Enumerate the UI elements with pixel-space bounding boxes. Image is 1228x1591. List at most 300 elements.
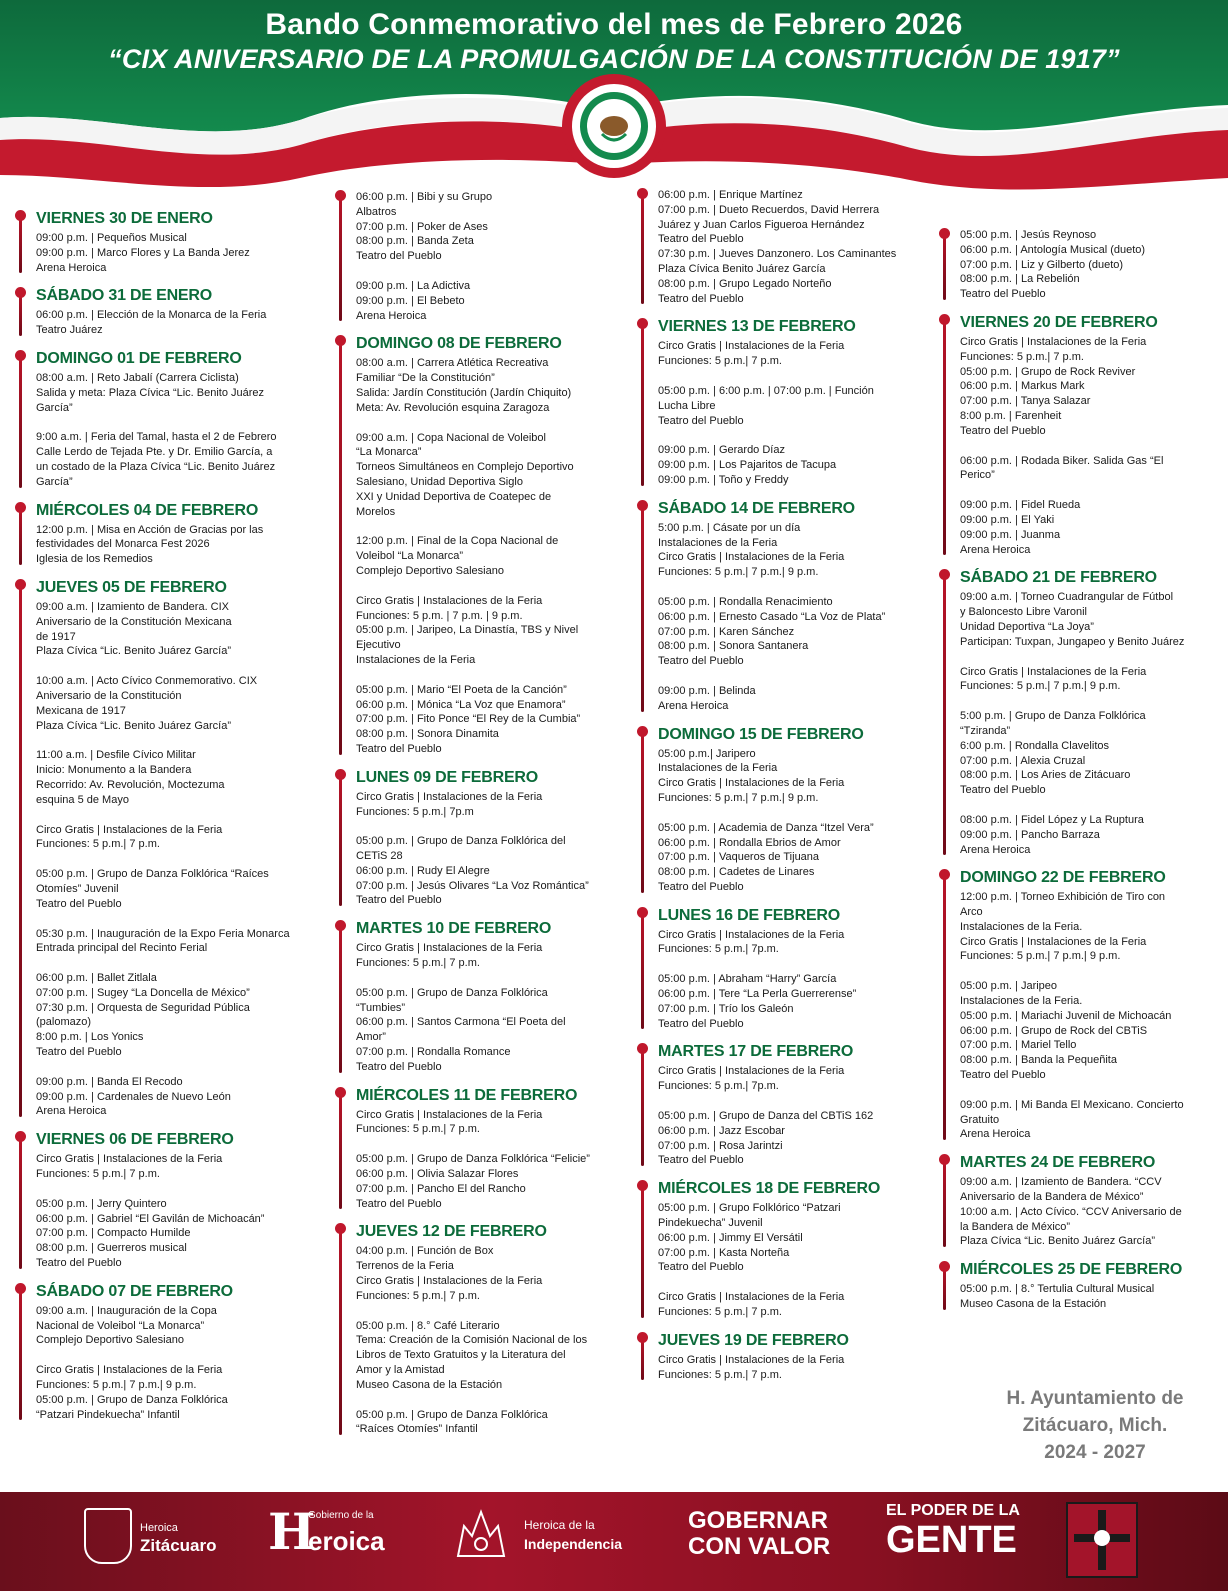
event-line: Tema: Creación de la Comisión Nacional de los xyxy=(356,1334,588,1347)
event-line: Instalaciones de la Feria xyxy=(658,762,778,775)
event-line: 10:00 a.m. | Acto Cívico Conmemorativo. CIX xyxy=(36,675,258,688)
spacer xyxy=(658,806,936,821)
day-heading: MIÉRCOLES 18 DE FEBRERO xyxy=(658,1180,881,1198)
event-line: Teatro del Pueblo xyxy=(36,1046,122,1059)
event-line: CETiS 28 xyxy=(356,850,403,863)
event-line: 09:00 p.m. | Toño y Freddy xyxy=(658,473,789,486)
mexico-coat-of-arms-rosette-icon xyxy=(562,74,666,178)
event-line: Libros de Texto Gratuitos y la Literatura del xyxy=(356,1349,566,1362)
event-line: Ejecutivo xyxy=(356,639,401,652)
event-line: García” xyxy=(36,475,73,488)
event-line: 05:00 p.m. | Grupo de Danza Folklórica “Raíces xyxy=(36,868,269,881)
event-line: 07:00 p.m. | Trío los Galeón xyxy=(658,1002,794,1015)
event-line: Funciones: 5 p.m.| 7p.m. xyxy=(658,1080,779,1093)
event-line: 09:00 p.m. | El Yaki xyxy=(960,513,1055,526)
event-line: 09:00 p.m. | Los Pajaritos de Tacupa xyxy=(658,459,837,472)
event-line: 6:00 p.m. | Rondalla Clavelitos xyxy=(960,739,1109,752)
event-line: Pindekuecha” Juvenil xyxy=(658,1217,763,1230)
event-line: Circo Gratis | Instalaciones de la Feria xyxy=(356,1275,543,1288)
event-line: Salesiano, Unidad Deportiva Siglo xyxy=(356,475,523,488)
spacer xyxy=(356,264,632,279)
event-line: Funciones: 5 p.m.| 7 p.m. xyxy=(658,1306,782,1319)
day-section xyxy=(334,1087,632,1212)
event-line: 09:00 p.m. | Juanma xyxy=(960,528,1061,541)
event-line: 05:00 p.m. | 6:00 p.m. | 07:00 p.m. | Función xyxy=(658,384,874,397)
event-line: 07:00 p.m. | Pancho El del Rancho xyxy=(356,1182,526,1195)
event-line: 08:00 p.m. | Cadetes de Linares xyxy=(658,866,815,879)
event-line: Instalaciones de la Feria xyxy=(658,536,778,549)
event-line: 08:00 p.m. | Los Aries de Zitácuaro xyxy=(960,769,1131,782)
spacer xyxy=(36,733,324,748)
event-line: 05:00 p.m. | Grupo Folklórico “Patzari xyxy=(658,1202,841,1215)
event-line: 09:00 a.m. | Copa Nacional de Voleibol xyxy=(356,431,546,444)
event-line: 05:30 p.m. | Inauguración de la Expo Feria Monarca xyxy=(36,927,290,940)
event-line: 06:00 p.m. | Grupo de Rock del CBTiS xyxy=(960,1024,1148,1037)
event-line: 06:00 p.m. | Olivia Salazar Flores xyxy=(356,1168,519,1181)
schedule-column-4 xyxy=(938,228,1223,1324)
event-line: Arena Heroica xyxy=(658,699,729,712)
zitacuaro-shield-icon xyxy=(84,1508,132,1564)
event-line: Funciones: 5 p.m.| 7 p.m.| 9 p.m. xyxy=(658,566,819,579)
event-line: 06:00 p.m. | Markus Mark xyxy=(960,380,1085,393)
event-line: 07:00 p.m. | Liz y Gilberto (dueto) xyxy=(960,258,1124,271)
event-line: Circo Gratis | Instalaciones de la Feria xyxy=(36,1364,223,1377)
page-title: Bando Conmemorativo del mes de Febrero 2026 xyxy=(265,8,963,41)
page-subtitle: “CIX ANIVERSARIO DE LA PROMULGACIÓN DE LA CONSTITUCIÓN DE 1917” xyxy=(108,44,1120,74)
event-line: 08:00 a.m. | Reto Jabalí (Carrera Ciclista) xyxy=(36,371,239,384)
day-heading: SÁBADO 07 DE FEBRERO xyxy=(36,1282,233,1300)
event-line: 08:00 p.m. | La Rebelión xyxy=(960,273,1080,286)
event-line: 5:00 p.m. | Cásate por un día xyxy=(658,521,801,534)
event-line: Perico” xyxy=(960,469,995,482)
event-line: 05:00 p.m. | Abraham “Harry” García xyxy=(658,973,837,986)
event-line: 06:00 p.m. | Bibi y su Grupo xyxy=(356,191,493,203)
day-heading: SÁBADO 21 DE FEBRERO xyxy=(960,569,1157,587)
event-line: 8:00 p.m. | Farenheit xyxy=(960,409,1062,422)
event-line: 05:00 p.m. | Rondalla Renacimiento xyxy=(658,595,833,608)
day-section xyxy=(938,569,1223,857)
event-line: Teatro del Pueblo xyxy=(356,1060,442,1073)
event-line: Teatro del Pueblo xyxy=(356,250,442,263)
event-line: Teatro del Pueblo xyxy=(658,233,744,246)
event-line: 07:00 p.m. | Jesús Olivares “La Voz Romántica” xyxy=(356,879,589,892)
schedule-column-2 xyxy=(334,190,632,1449)
event-line: 07:00 p.m. | Compacto Humilde xyxy=(36,1227,191,1240)
event-line: 06:00 p.m. | Ernesto Casado “La Voz de Plata” xyxy=(658,610,886,623)
spacer xyxy=(36,912,324,927)
event-line: Museo Casona de la Estación xyxy=(356,1378,503,1391)
day-section xyxy=(938,1154,1223,1249)
event-line: Funciones: 5 p.m.| 7 p.m.| 9 p.m. xyxy=(960,950,1121,963)
event-line: 06:00 p.m. | Gabriel “El Gavilán de Michoacán” xyxy=(36,1212,265,1225)
day-section xyxy=(334,920,632,1074)
event-line: 05:00 p.m. | Jaripeo, La Dinastía, TBS y Nivel xyxy=(356,624,579,637)
event-line: Teatro del Pueblo xyxy=(960,424,1046,437)
event-line: Voleibol “La Monarca” xyxy=(356,550,464,563)
event-line: Circo Gratis | Instalaciones de la Feria xyxy=(356,1108,543,1121)
event-line: Arco xyxy=(960,906,983,919)
day-section xyxy=(14,1131,324,1271)
event-line: “Patzari Pindekuecha” Infantil xyxy=(36,1408,180,1421)
event-line: Teatro del Pueblo xyxy=(356,1197,442,1210)
event-line: un costado de la Plaza Cívica “Lic. Benito Juárez xyxy=(36,460,276,473)
event-line: 9:00 a.m. | Feria del Tamal, hasta el 2 de Febrero xyxy=(36,431,277,444)
event-line: 06:00 p.m. | Rondalla Ebrios de Amor xyxy=(658,836,841,849)
event-line: Amor y la Amistad xyxy=(356,1364,445,1377)
event-line: 07:00 p.m. | Alexia Cruzal xyxy=(960,754,1086,767)
day-section xyxy=(636,1180,936,1320)
event-line: 09:00 p.m. | Gerardo Díaz xyxy=(658,444,785,457)
event-line: 06:00 p.m. | Jimmy El Versátil xyxy=(658,1231,803,1244)
event-line: Funciones: 5 p.m.| 7 p.m. xyxy=(658,1368,782,1381)
spacer xyxy=(356,668,632,683)
event-line: Teatro del Pueblo xyxy=(658,1017,744,1030)
event-line: 08:00 p.m. | Fidel López y La Ruptura xyxy=(960,813,1144,826)
event-line: Circo Gratis | Instalaciones de la Feria xyxy=(356,594,543,607)
day-heading: DOMINGO 01 DE FEBRERO xyxy=(36,349,242,367)
day-section xyxy=(636,1043,936,1168)
event-line: García” xyxy=(36,401,73,414)
event-line: 07:00 p.m. | Rosa Jarintzi xyxy=(658,1139,783,1152)
event-line: Funciones: 5 p.m.| 7 p.m.| 9 p.m. xyxy=(960,680,1121,693)
day-section xyxy=(938,228,1223,302)
event-line: 08:00 p.m. | Sonora Dinamita xyxy=(356,728,499,741)
spacer xyxy=(658,1275,936,1290)
spacer xyxy=(658,428,936,443)
event-line: “Raíces Otomíes” Infantil xyxy=(356,1423,478,1436)
event-line: Calle Lerdo de Tejada Pte. y Dr. Emilio García, a xyxy=(36,446,273,459)
day-section xyxy=(334,1223,632,1437)
spacer xyxy=(658,369,936,384)
day-section xyxy=(636,1332,936,1383)
event-line: “Tziranda” xyxy=(960,724,1011,737)
event-line: Gratuito xyxy=(960,1113,1000,1126)
event-line: Teatro del Pueblo xyxy=(960,1069,1046,1082)
event-line: Teatro del Pueblo xyxy=(658,655,744,668)
schedule-column-3 xyxy=(636,188,936,1394)
event-line: 06:00 p.m. | Antología Musical (dueto) xyxy=(960,243,1146,256)
event-line: Teatro del Pueblo xyxy=(356,894,442,907)
day-heading: MIÉRCOLES 04 DE FEBRERO xyxy=(36,501,259,519)
event-line: 07:00 p.m. | Mariel Tello xyxy=(960,1039,1077,1052)
event-line: 5:00 p.m. | Grupo de Danza Folklórica xyxy=(960,710,1146,723)
event-line: “Tumbies” xyxy=(356,1001,406,1014)
event-line: Participan: Tuxpan, Jungapeo y Benito Juárez xyxy=(960,635,1185,648)
event-line: Teatro Juárez xyxy=(36,324,103,337)
schedule-column-1 xyxy=(14,210,324,1434)
spacer xyxy=(960,964,1223,979)
day-heading: VIERNES 20 DE FEBRERO xyxy=(960,313,1158,331)
spacer xyxy=(658,669,936,684)
day-section xyxy=(14,502,324,567)
event-line: 07:30 p.m. | Orquesta de Seguridad Pública xyxy=(36,1001,250,1014)
event-line: 09:00 p.m. | Belinda xyxy=(658,684,756,697)
event-line: Circo Gratis | Instalaciones de la Feria xyxy=(658,340,845,353)
event-line: de 1917 xyxy=(36,630,76,643)
event-line: Circo Gratis | Instalaciones de la Feria xyxy=(658,1353,845,1366)
event-line: Plaza Cívica “Lic. Benito Juárez García” xyxy=(960,1235,1156,1248)
event-line: 06:00 p.m. | Santos Carmona “El Poeta del xyxy=(356,1016,566,1029)
event-line: Unidad Deportiva “La Joya” xyxy=(960,620,1094,633)
event-line: 06:00 p.m. | Jazz Escobar xyxy=(658,1124,785,1137)
event-line: 07:00 p.m. | Sugey “La Doncella de México” xyxy=(36,986,250,999)
event-line: Complejo Deportivo Salesiano xyxy=(36,1334,184,1347)
day-heading: VIERNES 06 DE FEBRERO xyxy=(36,1131,234,1149)
event-line: Familiar “De la Constitución” xyxy=(356,372,495,385)
day-section xyxy=(938,1261,1223,1312)
spacer xyxy=(960,694,1223,709)
day-section xyxy=(938,869,1223,1142)
day-heading: VIERNES 13 DE FEBRERO xyxy=(658,318,856,336)
event-line: 05:00 p.m. | Grupo de Danza Folklórica “Felicie” xyxy=(356,1153,590,1166)
event-line: 09:00 p.m. | Marco Flores y La Banda Jerez xyxy=(36,246,250,259)
event-line: 09:00 p.m. | Pancho Barraza xyxy=(960,828,1100,841)
event-line: 07:00 p.m. | Karen Sánchez xyxy=(658,625,795,638)
day-section xyxy=(334,769,632,909)
event-line: 10:00 a.m. | Acto Cívico. “CCV Aniversario de xyxy=(960,1205,1182,1218)
day-heading: DOMINGO 22 DE FEBRERO xyxy=(960,869,1166,887)
event-line: Inicio: Monumento a la Bandera xyxy=(36,764,192,777)
event-line: 08:00 p.m. | Sonora Santanera xyxy=(658,640,809,653)
event-line: Nacional de Voleibol “La Monarca” xyxy=(36,1319,205,1332)
event-line: 06:00 p.m. | Enrique Martínez xyxy=(658,189,803,201)
event-line: 11:00 a.m. | Desfile Cívico Militar xyxy=(36,749,196,762)
spacer xyxy=(658,1094,936,1109)
event-line: Arena Heroica xyxy=(960,843,1031,856)
event-line: Teatro del Pueblo xyxy=(658,1154,744,1167)
event-line: Circo Gratis | Instalaciones de la Feria xyxy=(356,790,543,803)
day-section xyxy=(636,907,936,1032)
spacer xyxy=(960,798,1223,813)
event-line: 05:00 p.m. | Academia de Danza “Itzel Vera” xyxy=(658,821,874,834)
municipality-credit xyxy=(960,1385,1228,1466)
event-line: Funciones: 5 p.m.| 7 p.m. xyxy=(36,838,160,851)
event-line: Teatro del Pueblo xyxy=(658,414,744,427)
event-line: 05:00 p.m. | Jaripeo xyxy=(960,980,1058,993)
event-line: Circo Gratis | Instalaciones de la Feria xyxy=(960,665,1147,678)
day-heading: SÁBADO 31 DE ENERO xyxy=(36,287,212,305)
spacer xyxy=(356,819,632,834)
event-line: Circo Gratis | Instalaciones de la Feria xyxy=(658,551,845,564)
event-line: Arena Heroica xyxy=(960,1128,1031,1141)
event-line: 12:00 p.m. | Misa en Acción de Gracias por las xyxy=(36,523,264,536)
event-line: 05:00 p.m. | Jerry Quintero xyxy=(36,1197,167,1210)
event-line: 8:00 p.m. | Los Yonics xyxy=(36,1031,144,1044)
event-line: Teatro del Pueblo xyxy=(36,1257,122,1270)
cross-emblem-icon xyxy=(1066,1502,1138,1578)
event-line: 09:00 a.m. | Izamiento de Bandera. CIX xyxy=(36,600,230,613)
event-line: 09:00 p.m. | Pequeños Musical xyxy=(36,232,187,244)
header-banner xyxy=(0,0,1228,200)
event-line: Aniversario de la Constitución Mexicana xyxy=(36,615,232,628)
spacer xyxy=(356,1304,632,1319)
event-line: Funciones: 5 p.m.| 7 p.m. xyxy=(356,1289,480,1302)
event-line: 09:00 p.m. | La Adictiva xyxy=(356,279,471,292)
day-heading: LUNES 16 DE FEBRERO xyxy=(658,906,841,924)
day-section xyxy=(636,188,936,306)
event-line: 05:00 p.m. | Grupo de Rock Reviver xyxy=(960,365,1136,378)
event-line: Funciones: 5 p.m. | 7 p.m. | 9 p.m. xyxy=(356,609,523,622)
event-line: 05:00 p.m. | Mario “El Poeta de la Canción” xyxy=(356,683,567,696)
event-line: 06:00 p.m. | Ballet Zitlala xyxy=(36,972,157,985)
event-line: 09:00 p.m. | Cardenales de Nuevo León xyxy=(36,1090,231,1103)
event-line: Entrada principal del Recinto Ferial xyxy=(36,942,208,955)
event-line: Circo Gratis | Instalaciones de la Feria xyxy=(36,1153,223,1166)
event-line: Lucha Libre xyxy=(658,399,716,412)
event-line: Juárez y Juan Carlos Figueroa Hernández xyxy=(658,218,865,231)
spacer xyxy=(356,1137,632,1152)
event-line: Funciones: 5 p.m.| 7 p.m. xyxy=(356,1123,480,1136)
event-line: 07:00 p.m. | Dueto Recuerdos, David Herrera xyxy=(658,203,880,216)
event-line: Arena Heroica xyxy=(960,543,1031,556)
day-heading: JUEVES 12 DE FEBRERO xyxy=(356,1223,547,1241)
event-line: Plaza Cívica “Lic. Benito Juárez García” xyxy=(36,645,232,658)
event-line: Funciones: 5 p.m.| 7 p.m. xyxy=(36,1168,160,1181)
event-line: Circo Gratis | Instalaciones de la Feria xyxy=(960,335,1147,348)
event-line: 05:00 p.m. | Jesús Reynoso xyxy=(960,229,1097,241)
day-heading: LUNES 09 DE FEBRERO xyxy=(356,768,539,786)
event-line: 09:00 a.m. | Inauguración de la Copa xyxy=(36,1304,217,1317)
credit-line: Zitácuaro, Mich. xyxy=(1022,1415,1168,1436)
event-line: 06:00 p.m. | Mónica “La Voz que Enamora” xyxy=(356,698,566,711)
event-line: Funciones: 5 p.m.| 7 p.m. xyxy=(960,350,1084,363)
event-line: 07:00 p.m. | Vaqueros de Tijuana xyxy=(658,851,820,864)
day-heading: MARTES 10 DE FEBRERO xyxy=(356,920,552,938)
event-line: Circo Gratis | Instalaciones de la Feria xyxy=(658,1065,845,1078)
spacer xyxy=(960,439,1223,454)
event-line: 06:00 p.m. | Rodada Biker. Salida Gas “El xyxy=(960,454,1164,467)
event-line: 07:00 p.m. | Rondalla Romance xyxy=(356,1046,511,1059)
day-section xyxy=(938,314,1223,557)
event-line: 05:00 p.m. | Grupo de Danza Folklórica xyxy=(36,1393,228,1406)
event-line: Funciones: 5 p.m.| 7p.m. xyxy=(658,943,779,956)
spacer xyxy=(960,650,1223,665)
event-line: Plaza Cívica “Lic. Benito Juárez García” xyxy=(36,719,232,732)
credit-line: 2024 - 2027 xyxy=(1044,1442,1146,1463)
day-heading: MARTES 17 DE FEBRERO xyxy=(658,1043,854,1061)
spacer xyxy=(356,579,632,594)
day-heading: MARTES 24 DE FEBRERO xyxy=(960,1154,1156,1172)
event-line: 08:00 p.m. | Banda Zeta xyxy=(356,235,474,248)
event-line: Meta: Av. Revolución esquina Zaragoza xyxy=(356,401,550,414)
spacer xyxy=(36,808,324,823)
event-line: 06:00 p.m. | Elección de la Monarca de la Feria xyxy=(36,309,267,322)
day-heading: MIÉRCOLES 25 DE FEBRERO xyxy=(960,1261,1183,1279)
event-line: Teatro del Pueblo xyxy=(356,742,442,755)
day-heading: VIERNES 30 DE ENERO xyxy=(36,210,213,227)
event-line: Funciones: 5 p.m.| 7 p.m.| 9 p.m. xyxy=(36,1379,197,1392)
spacer xyxy=(960,483,1223,498)
spacer xyxy=(36,956,324,971)
day-section xyxy=(636,500,936,714)
day-section xyxy=(14,287,324,338)
event-line: 09:00 p.m. | Mi Banda El Mexicano. Concierto xyxy=(960,1098,1184,1111)
event-line: XXI y Unidad Deportiva de Coatepec de xyxy=(356,490,552,503)
event-line: Salida y meta: Plaza Cívica “Lic. Benito Juárez xyxy=(36,386,265,399)
spacer xyxy=(36,1182,324,1197)
event-line: Albatros xyxy=(356,205,397,218)
day-section xyxy=(636,318,936,487)
event-line: Funciones: 5 p.m.| 7 p.m.| 9 p.m. xyxy=(658,791,819,804)
event-line: Arena Heroica xyxy=(36,261,107,274)
spacer xyxy=(36,659,324,674)
spacer xyxy=(36,1060,324,1075)
event-line: Circo Gratis | Instalaciones de la Feria xyxy=(658,777,845,790)
event-line: Torneos Simultáneos en Complejo Deportivo xyxy=(356,461,574,474)
day-heading: JUEVES 19 DE FEBRERO xyxy=(658,1331,849,1349)
event-line: Otomíes” Juvenil xyxy=(36,882,119,895)
event-line: 09:00 p.m. | El Bebeto xyxy=(356,294,465,307)
event-line: 12:00 p.m. | Final de la Copa Nacional de xyxy=(356,535,559,548)
event-line: Teatro del Pueblo xyxy=(960,288,1046,301)
event-line: 08:00 a.m. | Carrera Atlética Recreativa xyxy=(356,357,549,370)
day-section xyxy=(14,1283,324,1423)
day-section xyxy=(334,190,632,323)
event-line: 05:00 p.m. | 8.° Café Literario xyxy=(356,1319,500,1332)
event-line: 04:00 p.m. | Función de Box xyxy=(356,1245,494,1258)
event-line: Instalaciones de la Feria. xyxy=(960,920,1083,933)
event-line: 07:30 p.m. | Jueves Danzonero. Los Caminantes xyxy=(658,248,897,261)
heroica-h-logo-icon: H xyxy=(268,1502,316,1561)
event-line: Circo Gratis | Instalaciones de la Feria xyxy=(658,928,845,941)
spacer xyxy=(658,580,936,595)
event-line: Teatro del Pueblo xyxy=(658,880,744,893)
spacer xyxy=(356,971,632,986)
event-line: Complejo Deportivo Salesiano xyxy=(356,564,504,577)
credit-line: H. Ayuntamiento de xyxy=(1006,1388,1184,1409)
event-line: 07:00 p.m. | Fito Ponce “El Rey de la Cumbia” xyxy=(356,713,581,726)
event-line: festividades del Monarca Fest 2026 xyxy=(36,538,210,551)
event-line: 12:00 p.m. | Torneo Exhibición de Tiro con xyxy=(960,891,1166,904)
event-line: 07:00 p.m. | Tanya Salazar xyxy=(960,395,1091,408)
spacer xyxy=(356,1393,632,1408)
spacer xyxy=(658,957,936,972)
slogan-gobernar-con-valor: GOBERNAR CON VALOR xyxy=(688,1507,831,1560)
event-line: Circo Gratis | Instalaciones de la Feria xyxy=(658,1291,845,1304)
event-line: Arena Heroica xyxy=(36,1105,107,1118)
event-line: 07:00 p.m. | Kasta Norteña xyxy=(658,1246,790,1259)
event-line: Funciones: 5 p.m.| 7p.m xyxy=(356,805,474,818)
event-line: 05:00 p.m. | 8.° Tertulia Cultural Musical xyxy=(960,1283,1155,1296)
event-line: 06:00 p.m. | Rudy El Alegre xyxy=(356,864,490,877)
event-line: 05:00 p.m. | Grupo de Danza Folklórica del xyxy=(356,835,566,848)
event-line: 09:00 p.m. | Fidel Rueda xyxy=(960,499,1081,512)
event-line: Teatro del Pueblo xyxy=(36,897,122,910)
event-line: Plaza Cívica Benito Juárez García xyxy=(658,262,826,275)
event-line: 05:00 p.m. | Grupo de Danza Folklórica xyxy=(356,1408,548,1421)
event-line: Mexicana de 1917 xyxy=(36,704,126,717)
event-line: la Bandera de México” xyxy=(960,1220,1071,1233)
event-line: Salida: Jardín Constitución (Jardín Chiquito) xyxy=(356,386,572,399)
event-line: Circo Gratis | Instalaciones de la Feria xyxy=(36,823,223,836)
day-heading: DOMINGO 08 DE FEBRERO xyxy=(356,335,562,353)
independencia-emblem-icon xyxy=(450,1506,512,1562)
slogan-el-poder-de-la-gente: EL PODER DE LA GENTE xyxy=(886,1502,1020,1561)
event-line: Museo Casona de la Estación xyxy=(960,1298,1107,1311)
event-line: 09:00 a.m. | Izamiento de Bandera. “CCV xyxy=(960,1176,1162,1189)
day-section xyxy=(334,335,632,756)
day-section xyxy=(14,579,324,1119)
footer-logos: Heroica Zitácuaro H Gobierno de la eroica Heroica de la Independencia GOBERNAR CON VALOR EL PODER DE LA GENTE xyxy=(0,1492,1228,1591)
spacer xyxy=(356,519,632,534)
event-line: Instalaciones de la Feria xyxy=(356,653,476,666)
day-section xyxy=(14,350,324,490)
event-line: 05:00 p.m.| Jaripero xyxy=(658,747,756,760)
spacer xyxy=(356,416,632,431)
day-heading: SÁBADO 14 DE FEBRERO xyxy=(658,499,855,517)
spacer xyxy=(36,852,324,867)
event-line: Teatro del Pueblo xyxy=(658,292,744,305)
